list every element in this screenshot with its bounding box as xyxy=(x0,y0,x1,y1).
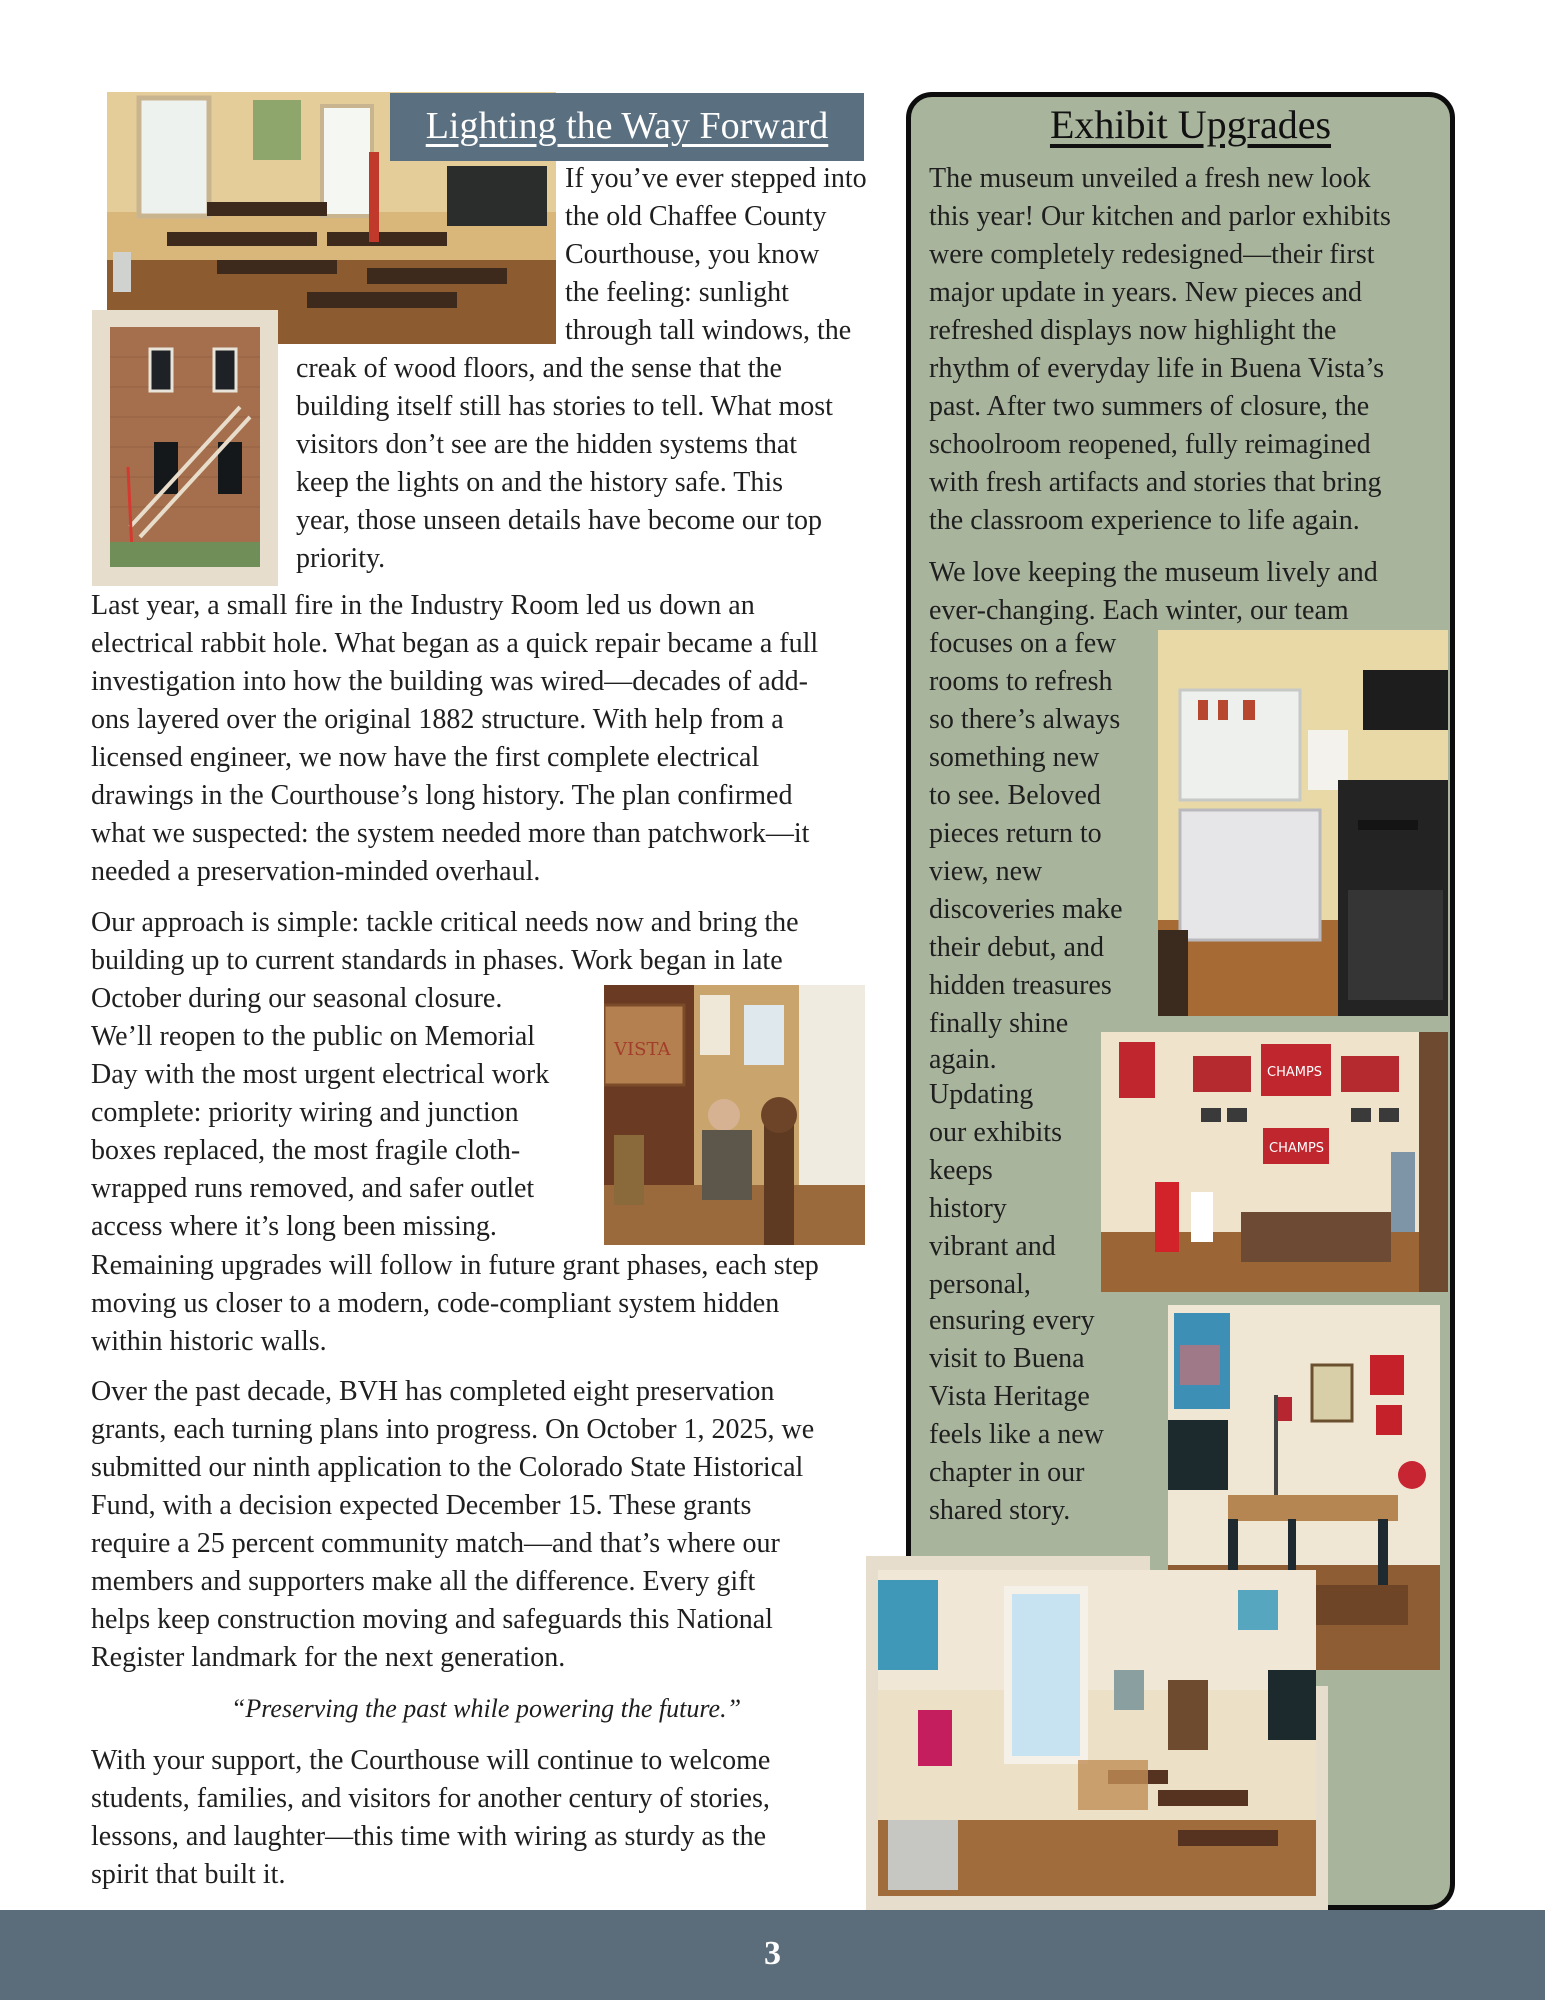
text-line: chapter in our xyxy=(929,1457,1085,1488)
text-line: feels like a new xyxy=(929,1419,1104,1450)
text-line: refreshed displays now highlight the xyxy=(929,315,1337,346)
text-line: rooms to refresh xyxy=(929,666,1113,697)
text-line: priority. xyxy=(296,543,386,574)
text-line: again. xyxy=(929,1044,997,1075)
text-line: were completely redesigned—their first xyxy=(929,239,1375,270)
text-line: Fund, with a decision expected December 15. These grants xyxy=(91,1490,752,1521)
text-line: spirit that built it. xyxy=(91,1859,286,1890)
text-line: helps keep construction moving and safeguards this National xyxy=(91,1604,773,1635)
text-line: year, those unseen details have become our top xyxy=(296,505,823,536)
panel-paragraph-1 xyxy=(929,160,1449,540)
brick-exterior-photo xyxy=(110,327,260,567)
text-line: within historic walls. xyxy=(91,1326,327,1357)
text-line: The museum unveiled a fresh new look xyxy=(929,163,1371,194)
text-line: Over the past decade, BVH has completed eight preservation xyxy=(91,1376,775,1407)
text-line: our exhibits xyxy=(929,1117,1062,1148)
text-line: students, families, and visitors for another century of stories, xyxy=(91,1783,770,1814)
text-line: hidden treasures xyxy=(929,970,1112,1001)
paragraph-approach-after xyxy=(91,1247,901,1361)
panel-paragraph-2-narrow-b xyxy=(929,1076,1099,1304)
electrician-photo xyxy=(604,985,865,1245)
text-line: ons layered over the original 1882 structure. With help from a xyxy=(91,704,784,735)
article-title-banner: Lighting the Way Forward xyxy=(390,93,864,161)
text-line: with fresh artifacts and stories that bring xyxy=(929,467,1382,498)
text-line: members and supporters make all the difference. Every gift xyxy=(91,1566,756,1597)
text-line: require a 25 percent community match—and that’s where our xyxy=(91,1528,780,1559)
text-line: Courthouse, you know xyxy=(565,239,820,270)
text-line: the old Chaffee County xyxy=(565,201,827,232)
text-line: to see. Beloved xyxy=(929,780,1101,811)
champs-sign-2: CHAMPS xyxy=(1269,1141,1325,1156)
text-line: the classroom experience to life again. xyxy=(929,505,1360,536)
text-line: discoveries make xyxy=(929,894,1123,925)
text-line: finally shine xyxy=(929,1008,1069,1039)
sign-word: VISTA xyxy=(614,1039,671,1060)
text-line: what we suspected: the system needed more than patchwork—it xyxy=(91,818,810,849)
text-line: licensed engineer, we now have the first complete electrical xyxy=(91,742,760,773)
text-line: submitted our ninth application to the Colorado State Historical xyxy=(91,1452,804,1483)
text-line: Vista Heritage xyxy=(929,1381,1090,1412)
text-line: complete: priority wiring and junction xyxy=(91,1097,519,1128)
text-line: this year! Our kitchen and parlor exhibits xyxy=(929,201,1391,232)
text-line: visit to Buena xyxy=(929,1343,1085,1374)
text-line: history xyxy=(929,1193,1007,1224)
text-line: pieces return to xyxy=(929,818,1102,849)
text-line: focuses on a few xyxy=(929,628,1117,659)
champs-sign-1: CHAMPS xyxy=(1267,1065,1323,1080)
text-line: keep the lights on and the history safe. This xyxy=(296,467,784,498)
paragraph-approach xyxy=(91,904,901,980)
panel-paragraph-2 xyxy=(929,554,1449,630)
text-line: past. After two summers of closure, the xyxy=(929,391,1370,422)
intro-text-mid xyxy=(296,350,896,578)
panel-title: Exhibit Upgrades xyxy=(1049,102,1332,147)
text-line: Our approach is simple: tackle critical needs now and bring the xyxy=(91,907,799,938)
paragraph-closing xyxy=(91,1742,871,1894)
paragraph-grants xyxy=(91,1373,901,1677)
text-line: view, new xyxy=(929,856,1043,887)
text-line: Register landmark for the next generation. xyxy=(91,1642,566,1673)
text-line: investigation into how the building was wired—decades of add- xyxy=(91,666,808,697)
paragraph-approach-narrow xyxy=(91,980,596,1246)
text-line: October during our seasonal closure. xyxy=(91,983,503,1014)
text-line: keeps xyxy=(929,1155,993,1186)
text-line: moving us closer to a modern, code-compliant system hidden xyxy=(91,1288,780,1319)
text-line: their debut, and xyxy=(929,932,1104,963)
text-line: building itself still has stories to tell. What most xyxy=(296,391,833,422)
page-footer xyxy=(0,1910,1545,2000)
text-line: We love keeping the museum lively and xyxy=(929,557,1378,588)
text-line: lessons, and laughter—this time with wiring as sturdy as the xyxy=(91,1821,767,1852)
text-line: schoolroom reopened, fully reimagined xyxy=(929,429,1371,460)
text-line: If you’ve ever stepped into xyxy=(565,163,867,194)
text-line: ensuring every xyxy=(929,1305,1095,1336)
page-number: 3 xyxy=(764,1935,781,1972)
text-line: wrapped runs removed, and safer outlet xyxy=(91,1173,535,1204)
text-line: visitors don’t see are the hidden systems that xyxy=(296,429,798,460)
text-line: Last year, a small fire in the Industry Room led us down an xyxy=(91,590,755,621)
text-line: so there’s always xyxy=(929,704,1121,735)
text-line: access where it’s long been missing. xyxy=(91,1211,497,1242)
sports-banners-exhibit-photo xyxy=(1101,1032,1448,1292)
text-line: Day with the most urgent electrical work xyxy=(91,1059,550,1090)
text-line: With your support, the Courthouse will continue to welcome xyxy=(91,1745,771,1776)
text-line: drawings in the Courthouse’s long history. The plan confirmed xyxy=(91,780,793,811)
kitchen-exhibit-photo xyxy=(1158,630,1448,1016)
text-line: personal, xyxy=(929,1269,1031,1300)
text-line: major update in years. New pieces and xyxy=(929,277,1363,308)
text-line: something new xyxy=(929,742,1100,773)
panel-paragraph-2-narrow-a xyxy=(929,625,1159,1079)
text-line: the feeling: sunlight xyxy=(565,277,789,308)
paragraph-fire xyxy=(91,587,901,891)
intro-text-narrow xyxy=(565,160,905,350)
panel-paragraph-2-narrow-c xyxy=(929,1302,1159,1530)
text-line: building up to current standards in phases. Work began in late xyxy=(91,945,783,976)
text-line: We’ll reopen to the public on Memorial xyxy=(91,1021,536,1052)
text-line: grants, each turning plans into progress. On October 1, 2025, we xyxy=(91,1414,815,1445)
text-line: vibrant and xyxy=(929,1231,1056,1262)
text-line: boxes replaced, the most fragile cloth- xyxy=(91,1135,521,1166)
pull-quote: “Preserving the past while powering the future.” xyxy=(230,1694,742,1723)
text-line: Updating xyxy=(929,1079,1034,1110)
text-line: needed a preservation-minded overhaul. xyxy=(91,856,541,887)
text-line: Remaining upgrades will follow in future grant phases, each step xyxy=(91,1250,819,1281)
text-line: rhythm of everyday life in Buena Vista’s xyxy=(929,353,1385,384)
text-line: ever-changing. Each winter, our team xyxy=(929,595,1349,626)
text-line: creak of wood floors, and the sense that the xyxy=(296,353,782,384)
text-line: through tall windows, the xyxy=(565,315,852,346)
text-line: shared story. xyxy=(929,1495,1071,1526)
text-line: electrical rabbit hole. What began as a quick repair became a full xyxy=(91,628,819,659)
schoolroom-wide-photo xyxy=(878,1570,1316,1896)
